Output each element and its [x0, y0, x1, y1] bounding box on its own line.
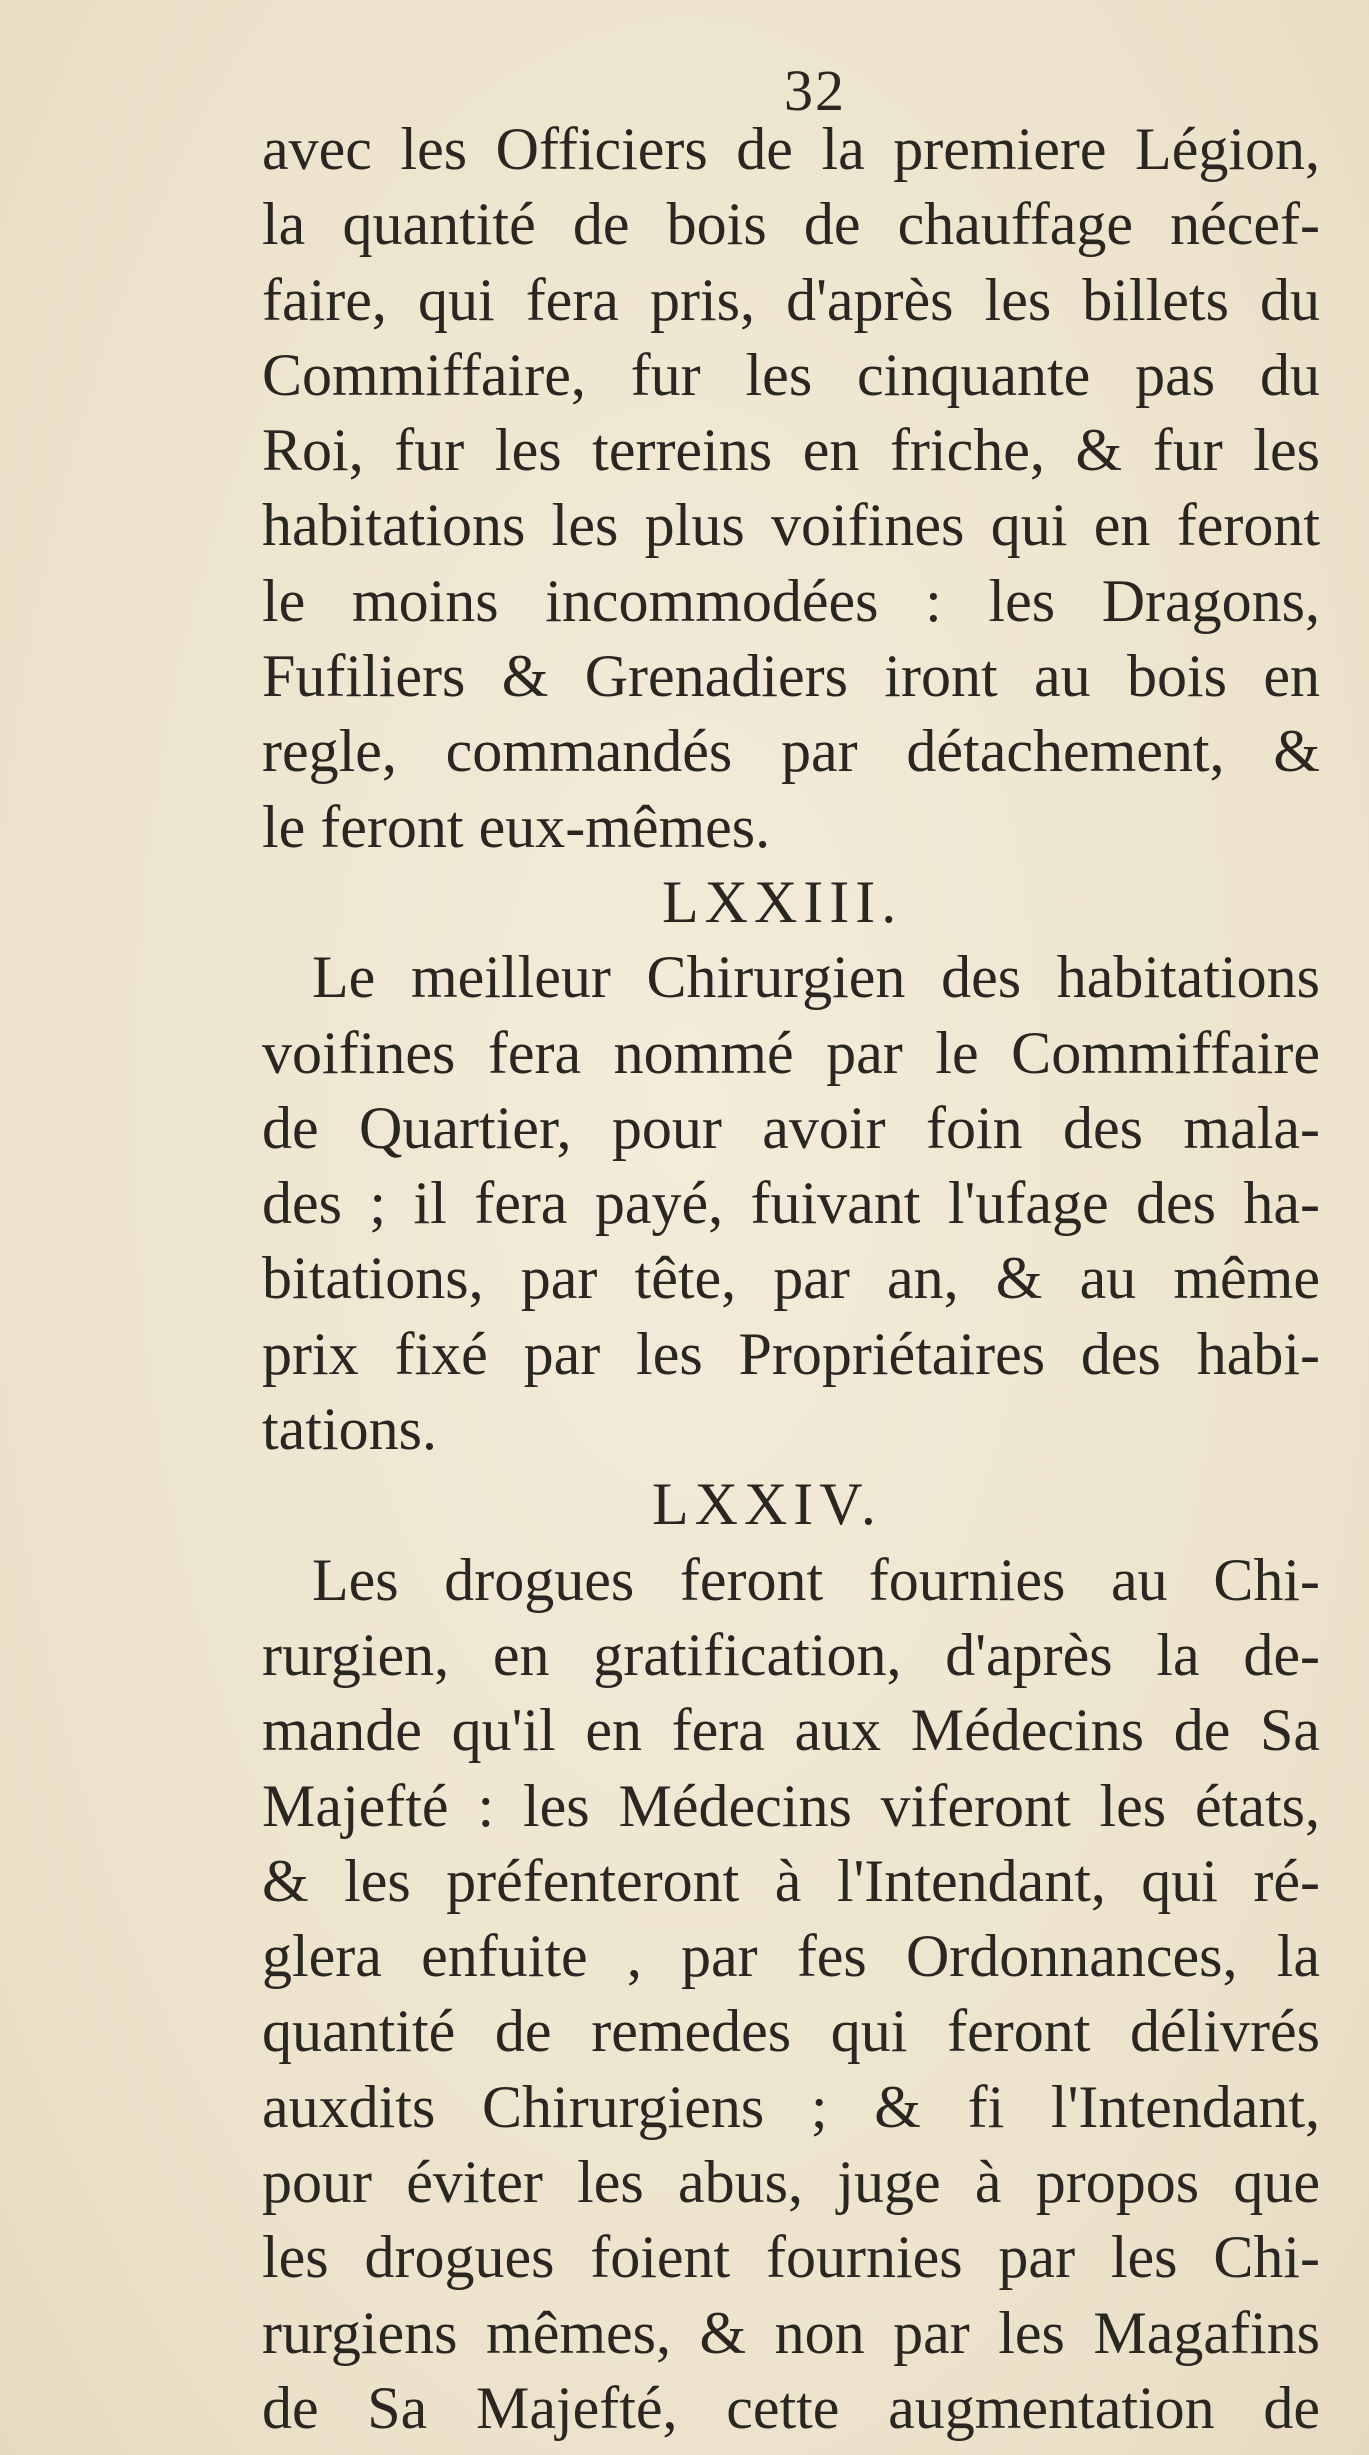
text-line: les drogues foient fournies par les Chi- — [262, 2224, 1320, 2291]
text-line: habitations les plus voifines qui en feront — [262, 492, 1320, 559]
text-line: le feront eux-mêmes. — [262, 793, 771, 860]
text-line: des ; il fera payé, fuivant l'ufage des ha- — [262, 1170, 1320, 1237]
article-heading-lxxiii: LXXIII. — [662, 868, 903, 935]
text-line: de Quartier, pour avoir foin des mala- — [262, 1094, 1320, 1161]
article-heading-lxxiv: LXXIV. — [652, 1471, 882, 1538]
page-number: 32 — [784, 58, 846, 123]
text-line: voifines fera nommé par le Commiffaire — [262, 1019, 1320, 1086]
text-block — [262, 112, 1320, 2446]
text-line: glera enfuite , par fes Ordonnances, la — [262, 1923, 1320, 1990]
text-line: rurgiens mêmes, & non par les Magafins — [262, 2299, 1320, 2366]
text-line: de Sa Majefté, cette augmentation de — [262, 2374, 1320, 2441]
text-line: auxdits Chirurgiens ; & fi l'Intendant, — [262, 2073, 1320, 2140]
text-line: pour éviter les abus, juge à propos que — [262, 2149, 1320, 2216]
text-line: prix fixé par les Propriétaires des habi- — [262, 1320, 1320, 1387]
text-line: bitations, par tête, par an, & au même — [262, 1245, 1320, 1312]
text-line: faire, qui fera pris, d'après les billets du — [262, 266, 1320, 333]
text-line: quantité de remedes qui feront délivrés — [262, 1998, 1320, 2065]
text-line: Le meilleur Chirurgien des habitations — [312, 944, 1320, 1011]
text-line: regle, commandés par détachement, & — [262, 718, 1320, 785]
text-line: le moins incommodées : les Dragons, — [262, 567, 1320, 634]
text-line: avec les Officiers de la premiere Légion, — [262, 116, 1320, 182]
text-line: Commiffaire, fur les cinquante pas du — [262, 341, 1320, 408]
text-line: Majefté : les Médecins viferont les états, — [262, 1772, 1320, 1839]
text-line: Roi, fur les terreins en friche, & fur les — [262, 417, 1320, 484]
text-line: rurgien, en gratification, d'après la de- — [262, 1621, 1320, 1688]
text-line: la quantité de bois de chauffage nécef- — [262, 191, 1320, 258]
text-line: & les préfenteront à l'Intendant, qui ré- — [262, 1847, 1320, 1914]
text-line: Les drogues feront fournies au Chi- — [312, 1546, 1320, 1613]
text-line: Fufiliers & Grenadiers iront au bois en — [262, 643, 1320, 710]
text-line: mande qu'il en fera aux Médecins de Sa — [262, 1697, 1320, 1764]
text-line: tations. — [262, 1396, 437, 1463]
